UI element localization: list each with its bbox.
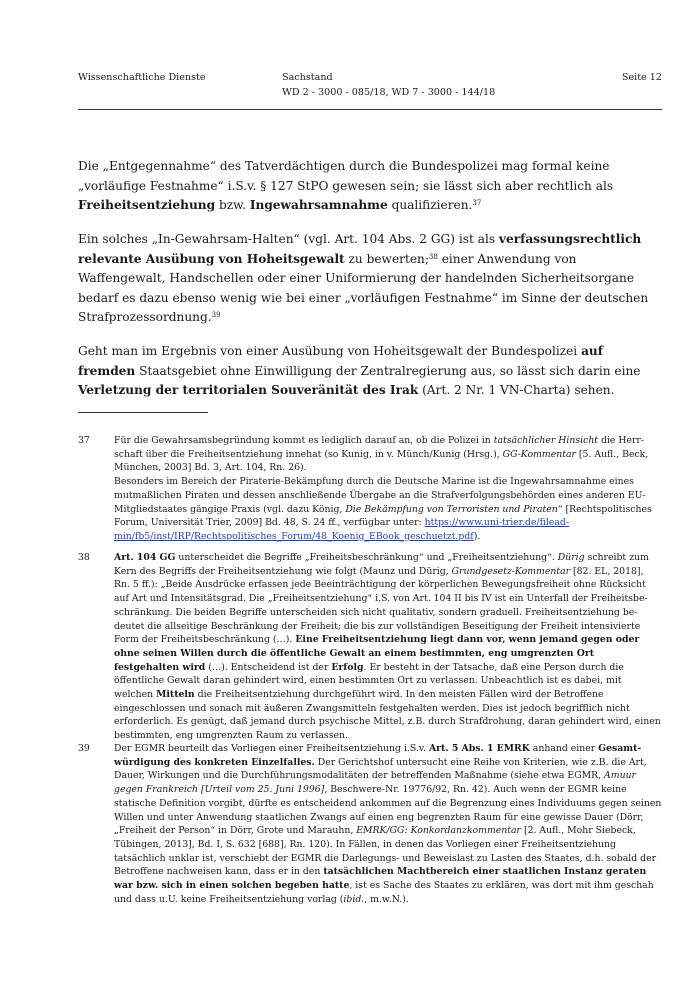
p1-text-a: Die „Entgegennahme“ des Tatverdächtigen durch die Bundespolizei mag formal keine „vorläufige Festnahme“ i.S.v. § 127 StPO gewesen sein; sie lässt sich aber rechtlich als <box>78 159 614 193</box>
fn37-text-e: “ [Rechtspolitisches Forum, Universität Trier, 2009] Bd. 48, S. 24 ff., verfügbar unter: <box>114 503 652 529</box>
fn39-text-e: [2. Aufl., Mohr Siebeck, Tübingen, 2013], Bd. I, S. 632 [688], Rn. 120). In Fällen, in denen das Vorliegen einer Freiheitsentziehung tatsächlich unklar ist, verschiebt der EGMR die Darlegungs- und Beweislast zu Lasten des Staates, d.h. sobald der Betroffene nachweisen kann, dass er in den <box>114 825 657 878</box>
p2-text-a: Ein solches „In-Gewahrsam-Halten“ (vgl. Art. 104 Abs. 2 GG) ist als <box>78 232 499 246</box>
p2-text-c: einer Anwendung von Waffengewalt, Handschellen oder einer Uniformierung der handelnden Sicherheitsorgane bedarf es dazu ebenso wenig wie bei einer „vorläufigen Festnahme“ im Sinne der deutschen Strafprozessordnung. <box>78 251 649 324</box>
p1-bold-a: Freiheitsentziehung <box>78 198 216 212</box>
paragraph-2 <box>78 230 662 328</box>
fn37-italic-a: tatsächlicher Hinsicht <box>493 435 599 446</box>
footnote-ref-39[interactable]: 39 <box>211 311 221 319</box>
fn39-text-d: , Beschwere-Nr. 19776/92, Rn. 42). Auch wenn der EGMR keine statische Definition vorgibt, dürfte es entscheidend ankommen auf die Begrenzung eines Individuums gegen seinen Willen und unter Anwendung staatlichen Zwangs auf einen eng begrenzten Raum für eine gewisse Dauer (Dörr, „Freiheit der Person“ in Dörr, Grote und Marauhn, <box>114 784 662 837</box>
footnote-ref-38[interactable]: 38 <box>428 252 438 261</box>
p2-bold-a: verfassungsrechtlich relevante Ausübung von Hoheitsgewalt <box>78 232 642 266</box>
p2-text-b: zu bewerten; <box>344 251 429 266</box>
p3-text-b: Staatsgebiet ohne Einwilligung der Zentralregierung aus, so lässt sich darin eine <box>135 363 641 378</box>
footnote-38 <box>78 551 662 743</box>
footnote-37 <box>78 434 662 544</box>
footnote-39 <box>78 742 662 906</box>
header-doc-reference: WD 2 - 3000 - 085/18, WD 7 - 3000 - 144/18 <box>282 87 496 98</box>
header-doc-type: Sachstand <box>282 72 333 83</box>
footnote-37-part-1 <box>114 434 662 475</box>
main-text <box>78 157 662 415</box>
fn37-italic-b: GG-Kommentar <box>502 448 576 460</box>
footnote-37-part-2 <box>114 475 662 544</box>
fn39-italic-c: ibid. <box>343 893 365 905</box>
fn38-text-a: unterscheidet die Begriffe „Freiheitsbeschränkung“ und „Freiheitsentziehung“. <box>175 552 558 563</box>
fn39-text-g: , m.w.N.). <box>364 893 409 905</box>
p3-bold-b: Verletzung der territorialen Souveränität des Irak <box>78 383 419 397</box>
p1-text-c: qualifizieren. <box>387 198 473 212</box>
fn39-bold-b: Gesamtwürdigung des konkreten Einzelfalles. <box>114 743 642 768</box>
fn37-text-a: Für die Gewahrsamsbegründung kommt es lediglich darauf an, ob die Polizei in <box>114 435 494 446</box>
footnote-number: 39 <box>78 743 90 754</box>
fn37-italic-c: Die Bekämpfung von Terroristen und Piraten <box>345 503 558 515</box>
footnote-text <box>114 551 662 743</box>
p3-text-c: (Art. 2 Nr. 1 VN-Charta) sehen. <box>418 383 615 397</box>
p3-text-a: Geht man im Ergebnis von einer Ausübung von Hoheitsgewalt der Bundespolizei <box>78 344 582 358</box>
fn39-italic-a: Amuur gegen Frankreich [Urteil vom 25. Juni 1996] <box>114 770 636 796</box>
footnote-number: 37 <box>78 435 90 446</box>
p3-bold-a: auf fremden <box>78 344 603 378</box>
paragraph-3 <box>78 342 662 401</box>
fn38-text-d: (…). Entscheidend ist der <box>205 661 332 673</box>
fn39-bold-c: tatsächlichen Machtbereich einer staatlichen Instanz geraten war bzw. sich in einen solchen begeben hatte <box>114 866 647 892</box>
fn37-text-d: Besonders im Bereich der Piraterie-Bekämpfung durch die Deutsche Marine ist die Ingewahrsamnahme eines mutmaßlichen Piraten und dessen anschließende Übergabe an die Strafverfolgungsbehörden eines anderen EU-Mitgliedstaates gängige Praxis (vgl. dazu König, <box>114 476 646 515</box>
paragraph-1 <box>78 157 662 216</box>
footnote-text <box>114 742 662 906</box>
fn38-text-f: die Freiheitsentziehung durchgeführt wird. In den meisten Fällen wird der Betroffene eingeschlossen und sonach mit äußeren Zwangsmitteln festgehalten werden. Dies ist jedoch begrifflich nicht erforderlich. Es genügt, daß jemand durch psychische Mittel, z.B. durch Strafdrohung, daran gehindert wird, einen bestimmten, eng umgrenzten Raum zu verlassen. <box>114 689 661 742</box>
fn37-source-link[interactable]: https://www.uni-trier.de/fileadmin/fb5/inst/IRP/Rechtspolitisches_Forum/48_Koenig_EBook_geschuetzt.pdf <box>114 517 569 542</box>
fn38-bold-d: Mitteln <box>156 689 195 701</box>
fn37-text-f: ). <box>473 530 481 542</box>
header-department: Wissenschaftliche Dienste <box>78 72 206 83</box>
p1-text-b: bzw. <box>215 198 250 212</box>
fn38-bold-c: Erfolg <box>331 661 364 673</box>
fn39-text-f: , ist es Sache des Staates zu erklären, was dort mit ihm geschah und dass u.U. keine Freiheitsentziehung vorlag ( <box>114 880 654 905</box>
fn38-text-e: . Er besteht in der Tatsache, daß eine Person durch die öffentliche Gewalt daran gehindert wird, einen bestimmten Ort zu verlassen. Unbeachtlich ist es dabei, mit welchen <box>114 661 624 701</box>
fn38-bold-b: Eine Freiheitsentziehung liegt dann vor, wenn jemand gegen oder ohne seinen Willen durch die öffentliche Gewalt an einem bestimmten, eng umgrenzten Ort festgehalten wird <box>114 634 640 673</box>
fn37-text-b: die Herrschaft über die Freiheitsentziehung innehat (so Kunig, in v. Münch/Kunig (Hrsg.), <box>114 435 645 460</box>
footnote-separator <box>78 412 208 413</box>
fn39-bold-a: Art. 5 Abs. 1 EMRK <box>428 743 530 754</box>
fn37-text-c: [5. Aufl., Beck, München, 2003] Bd. 3, Art. 104, Rn. 26). <box>114 448 649 474</box>
footnote-text <box>114 434 662 544</box>
fn39-italic-b: EMRK/GG: Konkordanzkommentar <box>356 825 521 837</box>
fn38-bold-a: Art. 104 GG <box>114 552 176 563</box>
fn39-text-c: Der Gerichtshof untersucht eine Reihe von Kriterien, wie z.B. die Art, Dauer, Wirkungen und die Durchführungsmodalitäten der betreffenden Maßnahme (siehe etwa EGMR, <box>114 756 647 782</box>
fn38-text-b: schreibt zum Kern des Begriffs der Freiheitsentziehung wie folgt (Maunz und Dürig, <box>114 552 649 577</box>
header-page-number: Seite 12 <box>621 72 662 83</box>
fn39-text-b: anhand einer <box>529 743 599 754</box>
footnote-number: 38 <box>78 552 90 563</box>
fn39-text-a: Der EGMR beurteilt das Vorliegen einer Freiheitsentziehung i.S.v. <box>114 743 429 754</box>
header-document-info <box>282 70 495 100</box>
header-divider <box>78 109 662 110</box>
fn38-italic-a: Dürig <box>557 552 585 563</box>
page-header <box>78 70 662 112</box>
fn38-text-c: [82. EL, 2018], Rn. 5 ff.): „Beide Ausdrücke erfassen jede Beeinträchtigung der körperlichen Bewegungsfreiheit ohne Rücksicht auf Art und Intensitätsgrad. Die „Freiheitsentziehung“ i.S. von Art. 104 II bis IV ist ein Unterfall der Freiheitsbeschränkung. Die beiden Begriffe unterscheiden sich nicht qualitativ, sondern graduell. Freiheitsentziehung bedeutet die allseitige Beschränkung der Freiheit; die bis zur vollständigen Beseitigung der Freiheit intensivierte Form der Freiheitsbeschränkung (…). <box>114 565 648 646</box>
fn38-italic-b: Grundgesetz-Kommentar <box>451 565 571 577</box>
footnote-ref-37[interactable]: 37 <box>472 199 482 207</box>
p1-bold-b: Ingewahrsamnahme <box>249 198 388 212</box>
